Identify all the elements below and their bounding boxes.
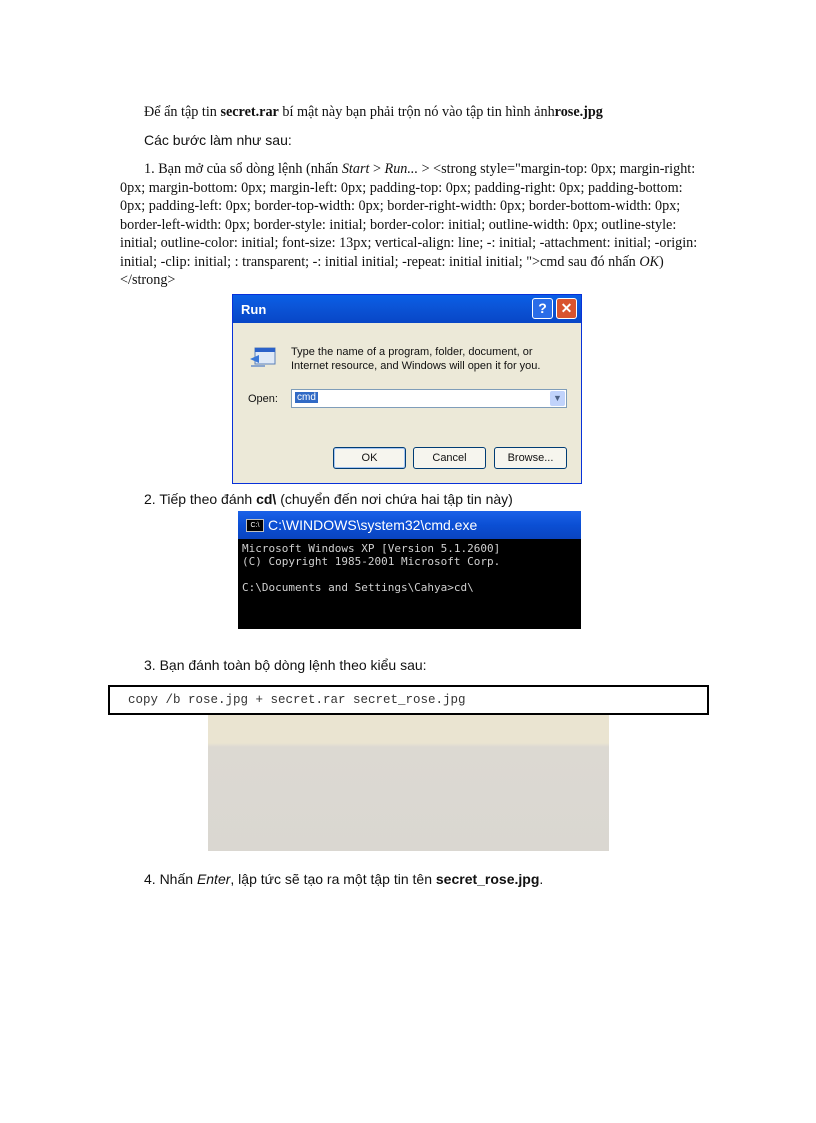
- intro-text: Để ẩn tập tin: [144, 104, 221, 120]
- step-2-suffix: (chuyển đến nơi chứa hai tập tin này): [276, 491, 513, 507]
- step-4-middle: , lập tức sẽ tạo ra một tập tin tên: [230, 871, 436, 887]
- code-block: [108, 685, 709, 715]
- step-3-paragraph: 3. Bạn đánh toàn bộ dòng lệnh theo kiểu sau:: [144, 657, 427, 673]
- ok-button[interactable]: OK: [333, 447, 406, 469]
- code-command: copy /b rose.jpg + secret.rar secret_rose.jpg: [128, 693, 466, 707]
- blank-screenshot-image: [208, 715, 609, 851]
- step-1-paragraph: [120, 160, 700, 290]
- ok-text: OK: [639, 253, 660, 270]
- run-dialog-titlebar: [233, 295, 581, 323]
- cmd-titlebar: [238, 511, 581, 539]
- run-program-icon: [249, 345, 277, 369]
- step-1-code-dump: > <strong style="margin-top: 0px; margin-right: 0px; margin-bottom: 0px; margin-left: 0px; padding-top: 0px; padding-right: 0px; padding-bottom: 0px; padding-left: 0px; border-top-width: 0px; border-right-width: 0px; border-bottom-width: 0px; border-left-width: 0px; border-style: initial; border-color: initial; outline-width: 0px; outline-style: initial; outline-color: initial; font-size: 13px; vertical-align: line; -: initial; -attachment: initial; -origin: initial; -clip: initial; : transparent; -: initial initial; -repeat: initial initial; ">cmd sau đó nhấn: [120, 161, 698, 270]
- cmd-window-title: C:\WINDOWS\system32\cmd.exe: [268, 517, 478, 533]
- enter-key-text: Enter: [196, 871, 231, 887]
- chevron-down-icon[interactable]: ▼: [550, 391, 565, 406]
- step-2-paragraph: [144, 491, 513, 507]
- run-dialog-title: Run: [241, 302, 267, 317]
- cancel-button[interactable]: Cancel: [413, 447, 486, 469]
- cmd-output: Microsoft Windows XP [Version 5.1.2600] (C) Copyright 1985-2001 Microsoft Corp. C:\Documents and Settings\Cahya>cd\: [242, 542, 501, 594]
- open-input-value: cmd: [297, 392, 316, 403]
- open-label: Open:: [248, 393, 278, 405]
- open-input[interactable]: [291, 389, 567, 408]
- intro-text-middle: bí mật này bạn phải trộn nó vào tập tin hình ảnh: [278, 104, 555, 120]
- step-1-separator: >: [369, 161, 385, 177]
- console-icon: C:\: [246, 519, 264, 532]
- step-1-prefix: 1. Bạn mở của sổ dòng lệnh (nhấn: [144, 161, 342, 177]
- run-menu-text: Run...: [384, 161, 419, 177]
- cmd-window-screenshot: [238, 511, 581, 629]
- start-menu-text: Start: [341, 161, 370, 177]
- file-rose-jpg: rose.jpg: [554, 104, 603, 120]
- file-secret-rar: secret.rar: [220, 104, 279, 120]
- step-4-prefix: 4. Nhấn: [144, 871, 197, 887]
- step-2-prefix: 2. Tiếp theo đánh: [144, 491, 257, 507]
- run-dialog-screenshot: [232, 294, 582, 484]
- step-4-paragraph: [144, 871, 543, 887]
- step-4-suffix: .: [539, 871, 544, 887]
- browse-button[interactable]: Browse...: [494, 447, 567, 469]
- intro-paragraph: [144, 104, 744, 121]
- close-button[interactable]: ✕: [556, 298, 577, 319]
- steps-heading: Các bước làm như sau:: [144, 132, 292, 148]
- run-dialog-description: Type the name of a program, folder, document, or Internet resource, and Windows will open it for you.: [291, 346, 541, 372]
- help-button[interactable]: ?: [532, 298, 553, 319]
- file-secret-rose-jpg: secret_rose.jpg: [435, 871, 540, 887]
- step-1-suffix: )</strong>: [120, 253, 664, 288]
- cd-command: cd\: [256, 491, 277, 507]
